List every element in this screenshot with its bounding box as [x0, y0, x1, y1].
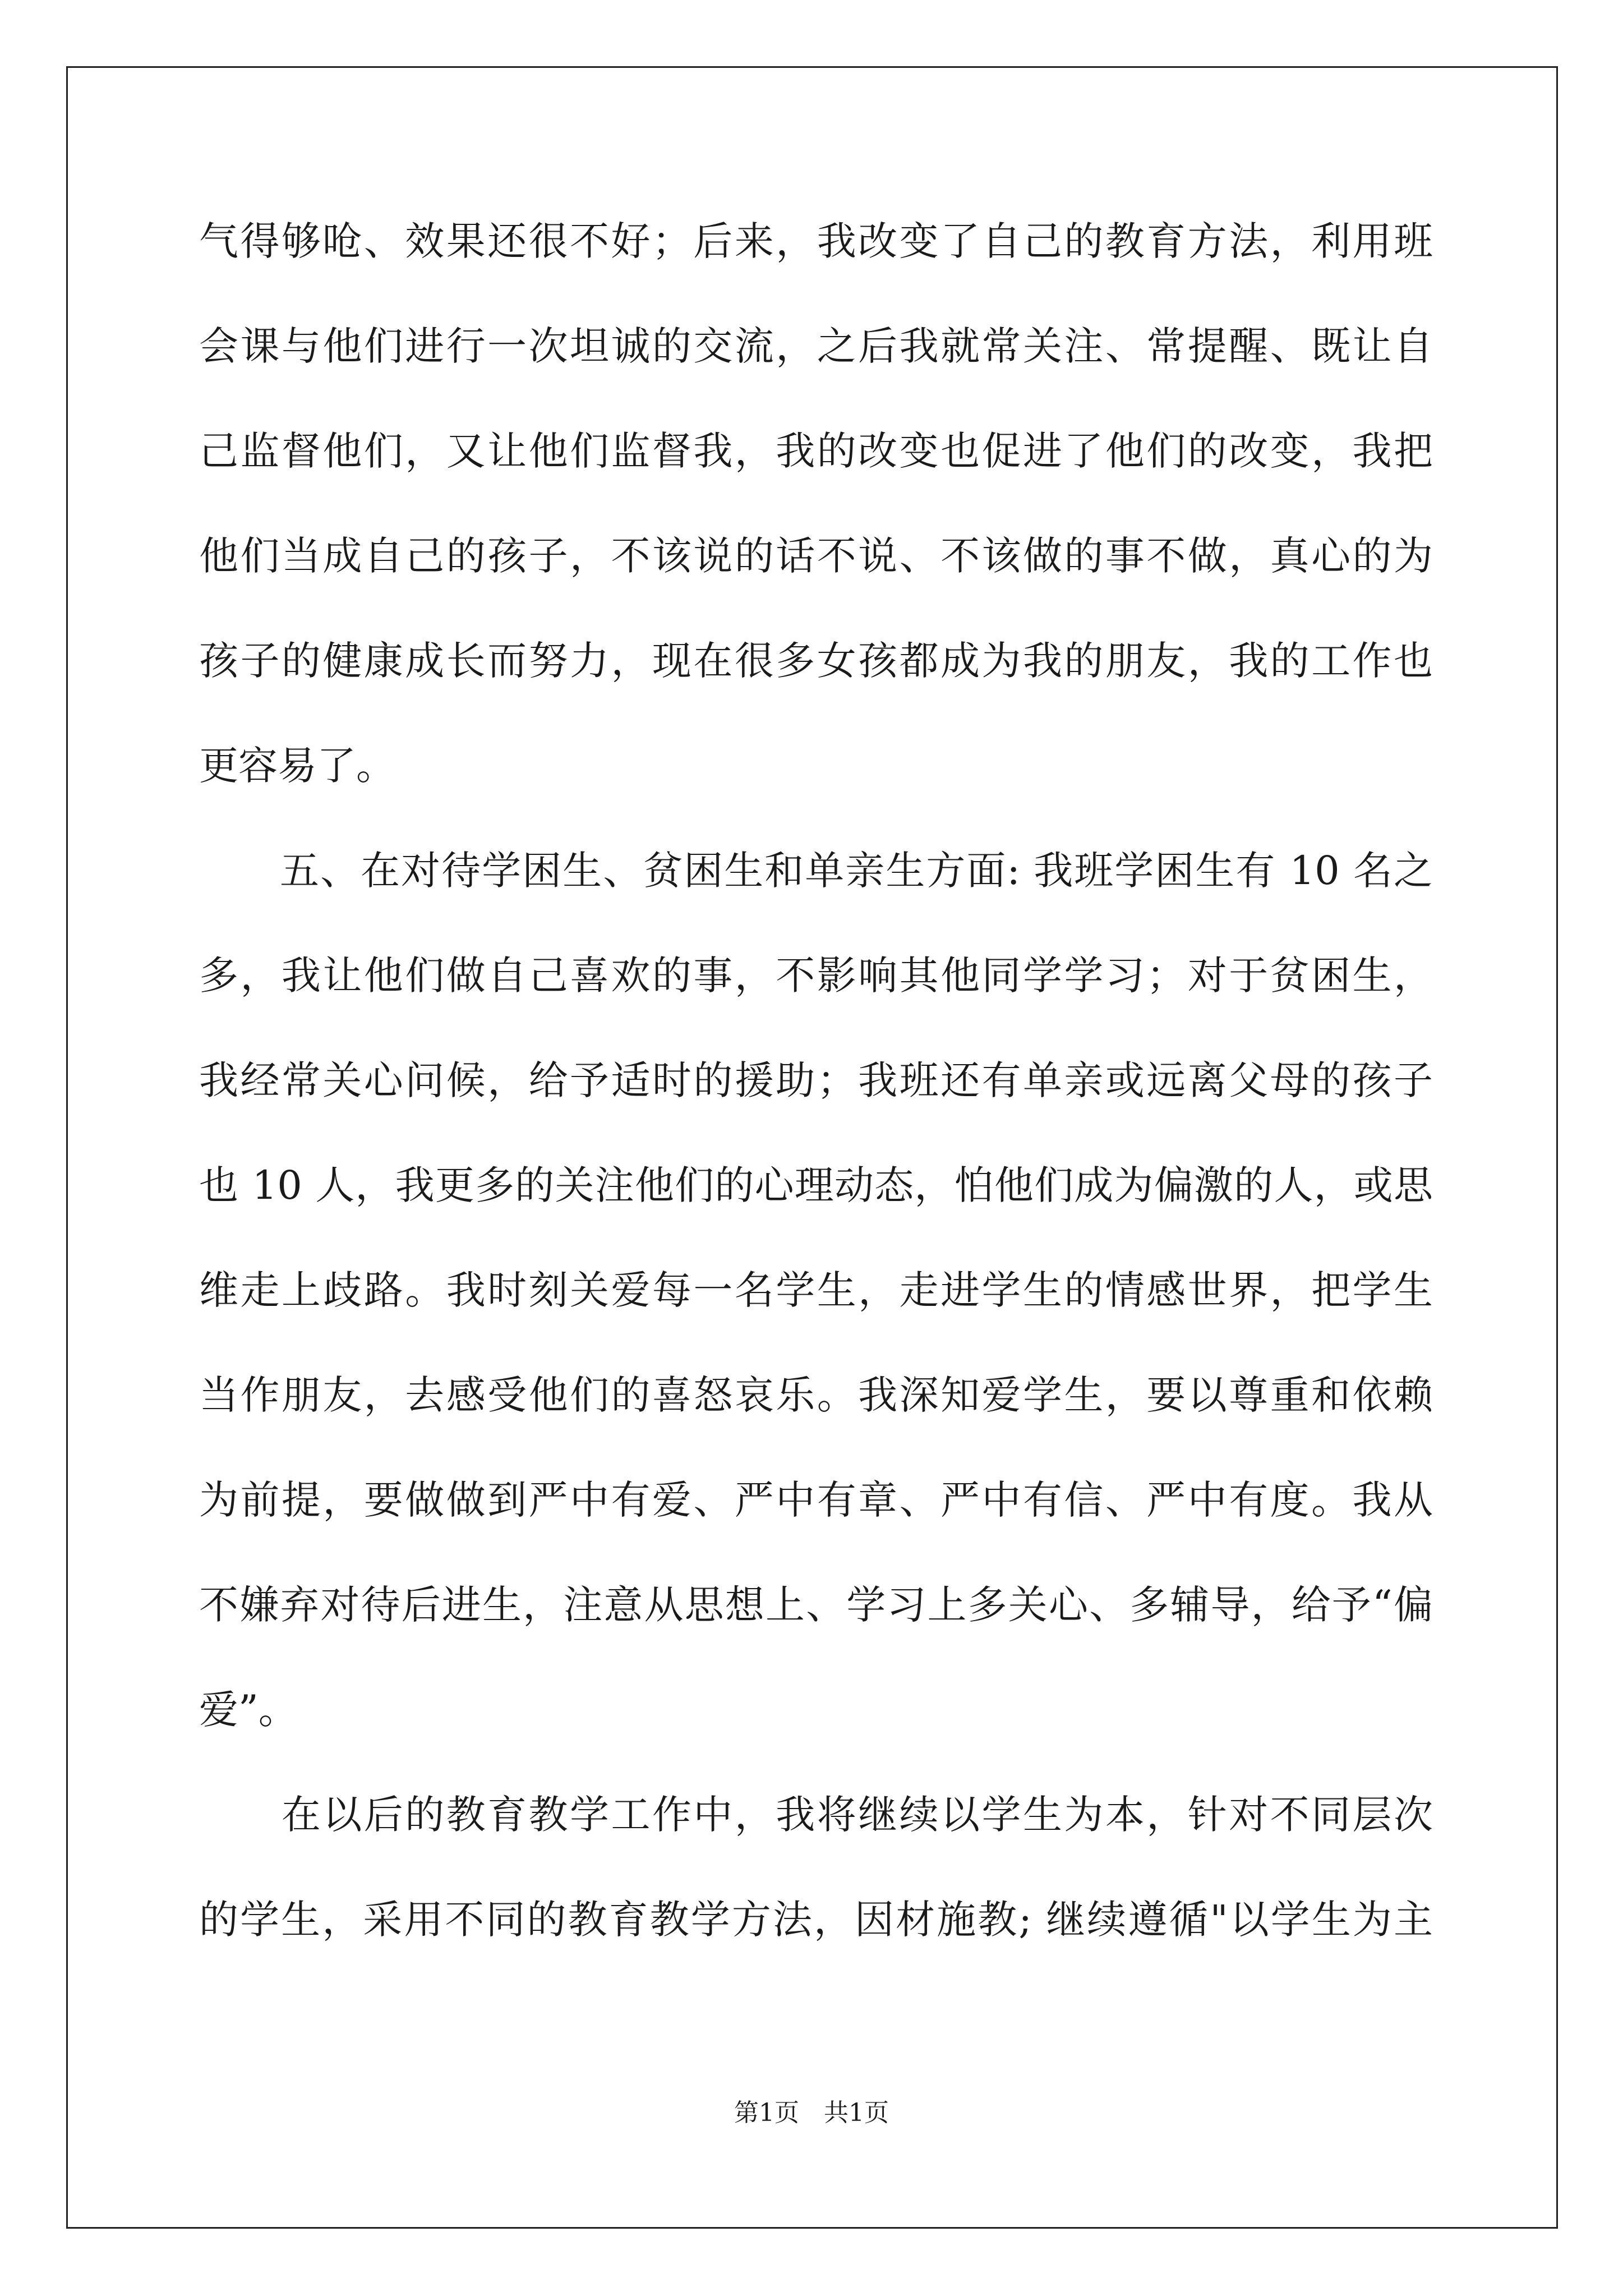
text-line: 多，我让他们做自己喜欢的事，不影响其他同学学习；对于贫困生， — [199, 953, 1433, 999]
text-line: 也 10 人，我更多的关注他们的心理动态，怕他们成为偏激的人，或思 — [199, 1162, 1433, 1208]
text-line: 维走上歧路。我时刻关爱每一名学生，走进学生的情感世界，把学生 — [199, 1267, 1433, 1313]
text-line: 在以后的教育教学工作中，我将继续以学生为本，针对不同层次 — [199, 1792, 1433, 1838]
text-line: 会课与他们进行一次坦诚的交流，之后我就常关注、常提醒、既让自 — [199, 323, 1433, 369]
text-line: 他们当成自己的孩子，不该说的话不说、不该做的事不做，真心的为 — [199, 533, 1433, 579]
text-line: 不嫌弃对待后进生，注意从思想上、学习上多关心、多辅导，给予“偏 — [199, 1582, 1433, 1628]
text-line: 当作朋友，去感受他们的喜怒哀乐。我深知爱学生，要以尊重和依赖 — [199, 1372, 1433, 1418]
document-body — [199, 213, 1433, 1996]
text-line: 孩子的健康成长而努力，现在很多女孩都成为我的朋友，我的工作也 — [199, 638, 1433, 684]
text-line: 气得够呛、效果还很不好；后来，我改变了自己的教育方法，利用班 — [199, 218, 1433, 264]
text-line: 的学生，采用不同的教育教学方法，因材施教; 继续遵循"以学生为主 — [199, 1897, 1433, 1943]
text-line: 五、在对待学困生、贫困生和单亲生方面: 我班学困生有 10 名之 — [199, 848, 1433, 894]
page-footer: 第1页 共1页 — [734, 2099, 889, 2127]
text-line: 更容易了。 — [199, 743, 395, 789]
text-line: 我经常关心问候，给予适时的援助；我班还有单亲或远离父母的孩子 — [199, 1057, 1433, 1103]
text-line: 爱”。 — [199, 1687, 298, 1733]
text-line: 为前提，要做做到严中有爱、严中有章、严中有信、严中有度。我从 — [199, 1477, 1433, 1523]
text-line: 己监督他们，又让他们监督我，我的改变也促进了他们的改变，我把 — [199, 428, 1433, 474]
